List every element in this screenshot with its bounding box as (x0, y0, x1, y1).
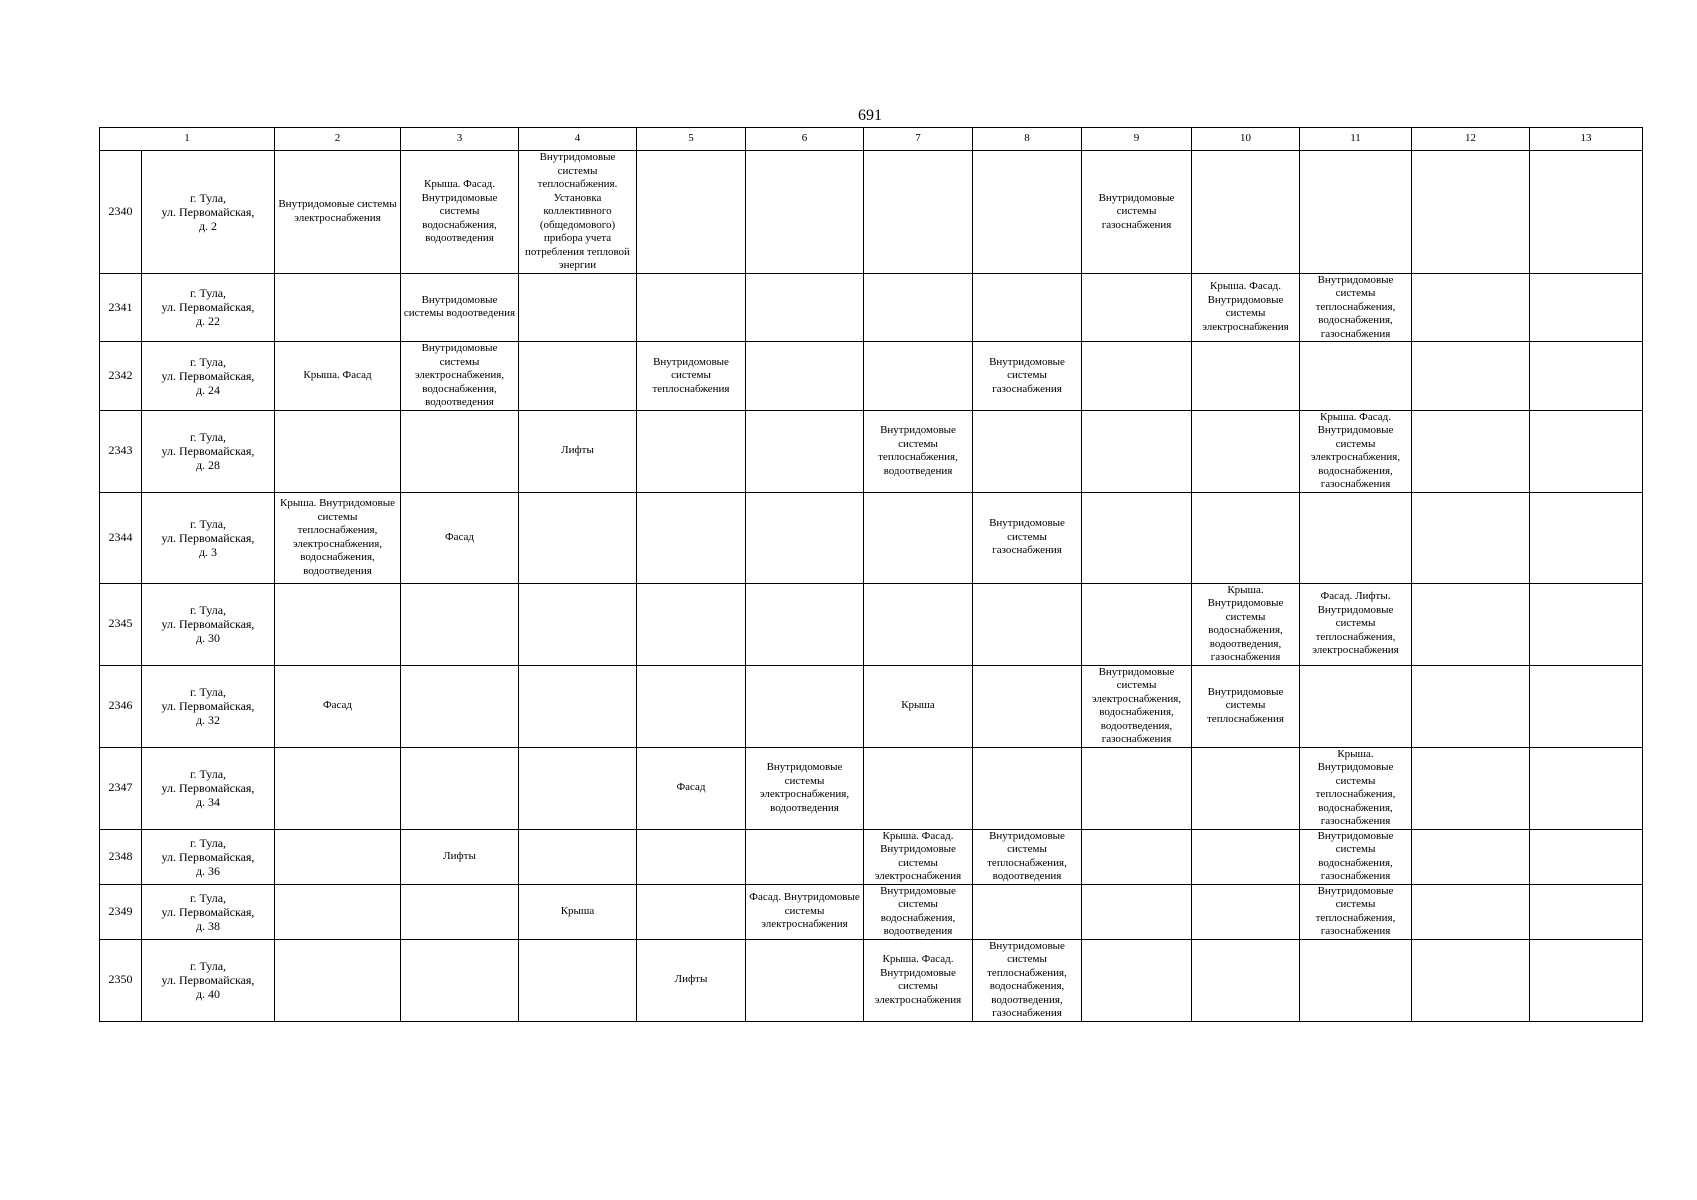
cell-col-7 (864, 492, 973, 583)
table-row (100, 492, 1643, 583)
address-line: г. Тула, (189, 430, 227, 444)
column-number-2: 2 (275, 128, 401, 151)
column-number-3: 3 (401, 128, 519, 151)
cell-col-8: Внутридомовые системы теплоснабжения, водоотведения (973, 829, 1082, 884)
address-line: г. Тула, (189, 685, 227, 699)
cell-col-2 (275, 273, 401, 342)
address-line: ул. Первомайская, (161, 699, 255, 713)
cell-col-3: Крыша. Фасад. Внутридомовые системы водоснабжения, водоотведения (401, 151, 519, 274)
cell-col-12 (1412, 342, 1530, 411)
cell-col-4 (519, 583, 637, 665)
cell-col-13 (1530, 492, 1643, 583)
cell-col-7: Крыша (864, 665, 973, 747)
table-row (100, 939, 1643, 1021)
row-address (142, 342, 275, 411)
row-number: 2350 (100, 939, 142, 1021)
column-number-9: 9 (1082, 128, 1192, 151)
address-line: ул. Первомайская, (161, 368, 255, 383)
cell-col-10 (1192, 829, 1300, 884)
row-number: 2349 (100, 884, 142, 939)
cell-col-7: Крыша. Фасад. Внутридомовые системы электроснабжения (864, 939, 973, 1021)
cell-col-9 (1082, 342, 1192, 411)
column-number-11: 11 (1300, 128, 1412, 151)
address-line: ул. Первомайская, (161, 904, 255, 919)
address-line: д. 22 (195, 314, 221, 329)
cell-col-8 (973, 583, 1082, 665)
cell-col-2: Крыша. Внутридомовые системы теплоснабжения, электроснабжения, водоснабжения, водоотведения (275, 492, 401, 583)
address-line: г. Тула, (189, 516, 227, 531)
cell-col-10: Крыша. Фасад. Внутридомовые системы электроснабжения (1192, 273, 1300, 342)
cell-col-7 (864, 583, 973, 665)
cell-col-9 (1082, 884, 1192, 939)
cell-col-7: Внутридомовые системы водоснабжения, водоотведения (864, 884, 973, 939)
cell-col-5: Лифты (637, 939, 746, 1021)
cell-col-3: Фасад (401, 492, 519, 583)
column-number-4: 4 (519, 128, 637, 151)
cell-col-5 (637, 665, 746, 747)
cell-col-13 (1530, 151, 1643, 274)
row-address (142, 583, 275, 665)
row-number: 2345 (100, 583, 142, 665)
cell-col-2 (275, 747, 401, 829)
cell-col-4: Крыша (519, 884, 637, 939)
cell-col-10 (1192, 939, 1300, 1021)
cell-col-12 (1412, 829, 1530, 884)
row-number: 2346 (100, 665, 142, 747)
address-line: г. Тула, (189, 890, 227, 905)
cell-col-3: Внутридомовые системы электроснабжения, водоснабжения, водоотведения (401, 342, 519, 411)
cell-col-4 (519, 829, 637, 884)
address-line: г. Тула, (189, 354, 227, 369)
cell-col-12 (1412, 583, 1530, 665)
cell-col-9 (1082, 829, 1192, 884)
cell-col-11: Внутридомовые системы теплоснабжения, газоснабжения (1300, 884, 1412, 939)
column-number-6: 6 (746, 128, 864, 151)
row-address (142, 273, 275, 342)
cell-col-4 (519, 665, 637, 747)
cell-col-12 (1412, 747, 1530, 829)
cell-col-9 (1082, 747, 1192, 829)
address-line: г. Тула, (189, 603, 227, 617)
cell-col-5: Фасад (637, 747, 746, 829)
cell-col-6 (746, 151, 864, 274)
cell-col-11 (1300, 665, 1412, 747)
cell-col-4 (519, 747, 637, 829)
cell-col-13 (1530, 829, 1643, 884)
cell-col-7 (864, 273, 973, 342)
row-number: 2344 (100, 492, 142, 583)
cell-col-4 (519, 273, 637, 342)
cell-col-11 (1300, 492, 1412, 583)
cell-col-2 (275, 884, 401, 939)
cell-col-6 (746, 829, 864, 884)
table-row (100, 665, 1643, 747)
cell-col-6 (746, 665, 864, 747)
cell-col-8 (973, 747, 1082, 829)
cell-col-11 (1300, 151, 1412, 274)
cell-col-13 (1530, 342, 1643, 411)
row-number: 2343 (100, 410, 142, 492)
row-address (142, 492, 275, 583)
cell-col-11 (1300, 939, 1412, 1021)
address-line: ул. Первомайская, (161, 530, 255, 545)
row-address (142, 665, 275, 747)
cell-col-12 (1412, 939, 1530, 1021)
repair-schedule-table (99, 127, 1643, 1022)
address-line: д. 32 (195, 713, 221, 727)
cell-col-8: Внутридомовые системы газоснабжения (973, 492, 1082, 583)
table-row (100, 884, 1643, 939)
cell-col-8 (973, 410, 1082, 492)
address-line: д. 40 (195, 987, 221, 1001)
cell-col-6 (746, 273, 864, 342)
cell-col-9: Внутридомовые системы электроснабжения, водоснабжения, водоотведения, газоснабжения (1082, 665, 1192, 747)
column-number-5: 5 (637, 128, 746, 151)
cell-col-7: Внутридомовые системы теплоснабжения, водоотведения (864, 410, 973, 492)
cell-col-12 (1412, 151, 1530, 274)
address-line: ул. Первомайская, (161, 849, 255, 864)
cell-col-3 (401, 884, 519, 939)
cell-col-11: Фасад. Лифты. Внутридомовые системы теплоснабжения, электроснабжения (1300, 583, 1412, 665)
cell-col-5 (637, 273, 746, 342)
cell-col-2 (275, 583, 401, 665)
cell-col-9 (1082, 492, 1192, 583)
cell-col-5 (637, 884, 746, 939)
address-line: д. 34 (195, 795, 221, 809)
page-number: 691 (858, 107, 882, 124)
cell-col-12 (1412, 665, 1530, 747)
cell-col-6 (746, 492, 864, 583)
column-number-8: 8 (973, 128, 1082, 151)
row-number: 2348 (100, 829, 142, 884)
table-row (100, 273, 1643, 342)
address-line: д. 36 (195, 863, 221, 878)
cell-col-13 (1530, 747, 1643, 829)
address-line: ул. Первомайская, (161, 617, 255, 631)
cell-col-6 (746, 410, 864, 492)
cell-col-8 (973, 884, 1082, 939)
cell-col-3 (401, 583, 519, 665)
address-line: г. Тула, (189, 286, 227, 301)
cell-col-10: Внутридомовые системы теплоснабжения (1192, 665, 1300, 747)
row-number: 2347 (100, 747, 142, 829)
column-number-7: 7 (864, 128, 973, 151)
cell-col-9 (1082, 939, 1192, 1021)
cell-col-2: Крыша. Фасад (275, 342, 401, 411)
cell-col-13 (1530, 410, 1643, 492)
table-row (100, 829, 1643, 884)
cell-col-12 (1412, 273, 1530, 342)
cell-col-11: Внутридомовые системы теплоснабжения, водоснабжения, газоснабжения (1300, 273, 1412, 342)
cell-col-10 (1192, 492, 1300, 583)
cell-col-7 (864, 342, 973, 411)
cell-col-3 (401, 410, 519, 492)
column-number-1: 1 (100, 128, 275, 151)
cell-col-6: Внутридомовые системы электроснабжения, водоотведения (746, 747, 864, 829)
cell-col-10 (1192, 151, 1300, 274)
cell-col-10: Крыша. Внутридомовые системы водоснабжения, водоотведения, газоснабжения (1192, 583, 1300, 665)
table-row (100, 410, 1643, 492)
column-header-row (100, 128, 1643, 151)
cell-col-13 (1530, 665, 1643, 747)
cell-col-10 (1192, 884, 1300, 939)
table-row (100, 747, 1643, 829)
address-line: г. Тула, (189, 190, 227, 205)
cell-col-4: Лифты (519, 410, 637, 492)
cell-col-11 (1300, 342, 1412, 411)
address-line: ул. Первомайская, (161, 781, 255, 795)
cell-col-5 (637, 492, 746, 583)
cell-col-3: Лифты (401, 829, 519, 884)
cell-col-5 (637, 583, 746, 665)
table-row (100, 583, 1643, 665)
address-line: д. 3 (198, 544, 218, 559)
cell-col-13 (1530, 583, 1643, 665)
cell-col-8: Внутридомовые системы газоснабжения (973, 342, 1082, 411)
address-line: ул. Первомайская, (161, 444, 255, 458)
cell-col-13 (1530, 939, 1643, 1021)
cell-col-11: Крыша. Внутридомовые системы теплоснабжения, водоснабжения, газоснабжения (1300, 747, 1412, 829)
cell-col-3 (401, 665, 519, 747)
row-address (142, 151, 275, 274)
cell-col-9 (1082, 273, 1192, 342)
cell-col-10 (1192, 410, 1300, 492)
table-row (100, 342, 1643, 411)
cell-col-9 (1082, 410, 1192, 492)
cell-col-10 (1192, 342, 1300, 411)
row-address (142, 747, 275, 829)
column-number-10: 10 (1192, 128, 1300, 151)
column-number-13: 13 (1530, 128, 1643, 151)
cell-col-2 (275, 410, 401, 492)
address-line: ул. Первомайская, (161, 300, 255, 315)
cell-col-4: Внутридомовые системы теплоснабжения. Установка коллективного (общедомового) прибора учета потребления тепловой энергии (519, 151, 637, 274)
address-line: д. 2 (198, 218, 218, 233)
address-line: ул. Первомайская, (161, 204, 255, 219)
cell-col-2: Фасад (275, 665, 401, 747)
cell-col-2: Внутридомовые системы электроснабжения (275, 151, 401, 274)
row-number: 2341 (100, 273, 142, 342)
cell-col-12 (1412, 492, 1530, 583)
cell-col-6 (746, 583, 864, 665)
cell-col-3 (401, 939, 519, 1021)
row-number: 2342 (100, 342, 142, 411)
row-address (142, 939, 275, 1021)
cell-col-5 (637, 410, 746, 492)
column-number-12: 12 (1412, 128, 1530, 151)
row-address (142, 829, 275, 884)
address-line: д. 24 (195, 382, 221, 397)
cell-col-12 (1412, 410, 1530, 492)
cell-col-9: Внутридомовые системы газоснабжения (1082, 151, 1192, 274)
address-line: г. Тула, (189, 767, 227, 781)
cell-col-4 (519, 342, 637, 411)
cell-col-12 (1412, 884, 1530, 939)
address-line: д. 28 (195, 458, 221, 472)
address-line: ул. Первомайская, (161, 973, 255, 987)
cell-col-5 (637, 829, 746, 884)
cell-col-8 (973, 151, 1082, 274)
cell-col-3 (401, 747, 519, 829)
row-address (142, 410, 275, 492)
cell-col-13 (1530, 884, 1643, 939)
cell-col-6: Фасад. Внутридомовые системы электроснабжения (746, 884, 864, 939)
table-row (100, 151, 1643, 274)
cell-col-4 (519, 492, 637, 583)
cell-col-6 (746, 939, 864, 1021)
cell-col-3: Внутридомовые системы водоотведения (401, 273, 519, 342)
cell-col-2 (275, 939, 401, 1021)
cell-col-11: Внутридомовые системы водоснабжения, газоснабжения (1300, 829, 1412, 884)
cell-col-5 (637, 151, 746, 274)
row-address (142, 884, 275, 939)
address-line: г. Тула, (189, 959, 227, 973)
cell-col-9 (1082, 583, 1192, 665)
cell-col-2 (275, 829, 401, 884)
row-number: 2340 (100, 151, 142, 274)
cell-col-7 (864, 747, 973, 829)
address-line: г. Тула, (189, 835, 227, 850)
cell-col-5: Внутридомовые системы теплоснабжения (637, 342, 746, 411)
cell-col-8 (973, 665, 1082, 747)
address-line: д. 38 (195, 918, 221, 933)
cell-col-8: Внутридомовые системы теплоснабжения, водоснабжения, водоотведения, газоснабжения (973, 939, 1082, 1021)
cell-col-10 (1192, 747, 1300, 829)
cell-col-8 (973, 273, 1082, 342)
cell-col-7: Крыша. Фасад. Внутридомовые системы электроснабжения (864, 829, 973, 884)
cell-col-11: Крыша. Фасад. Внутридомовые системы электроснабжения, водоснабжения, газоснабжения (1300, 410, 1412, 492)
cell-col-13 (1530, 273, 1643, 342)
cell-col-7 (864, 151, 973, 274)
cell-col-4 (519, 939, 637, 1021)
address-line: д. 30 (195, 631, 221, 645)
cell-col-6 (746, 342, 864, 411)
